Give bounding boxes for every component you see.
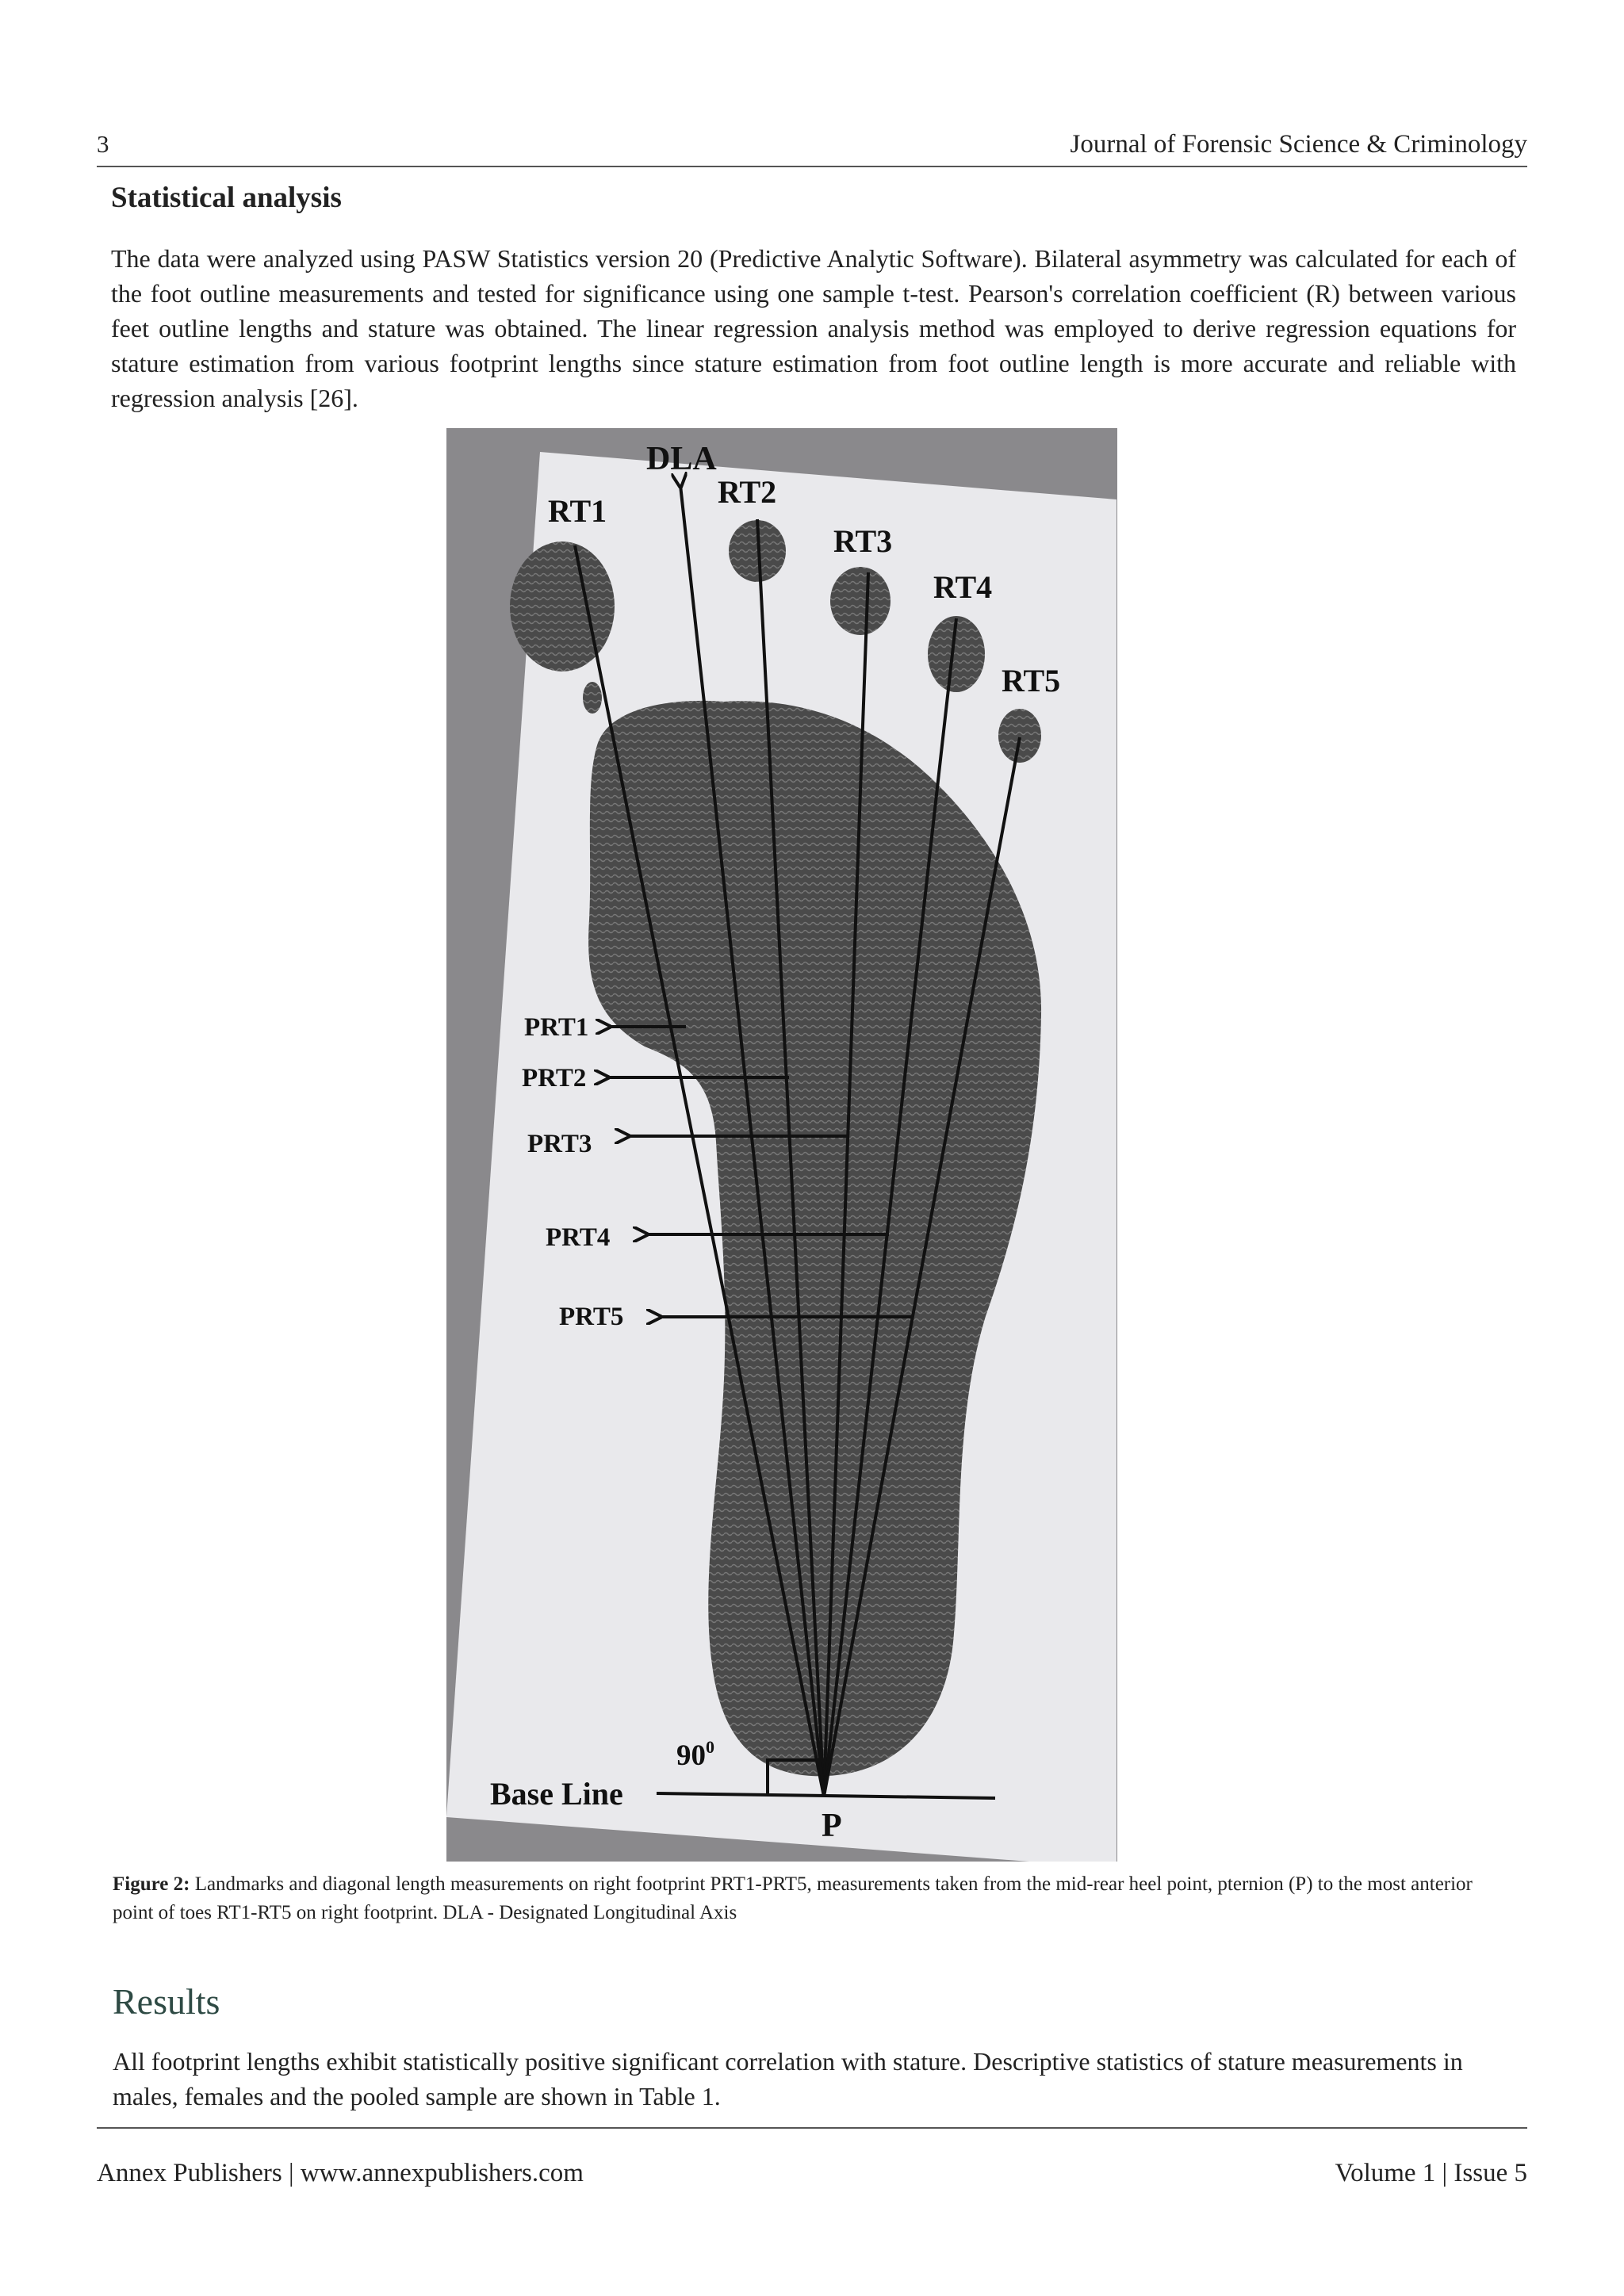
label-rt2: RT2 bbox=[718, 474, 777, 510]
label-angle: $90^0$ bbox=[676, 1737, 714, 1772]
label-prt4: PRT4 bbox=[546, 1223, 611, 1252]
footer-volume-issue: Volume 1 | Issue 5 bbox=[1335, 2159, 1527, 2187]
label-dla: DLA bbox=[646, 441, 717, 477]
label-pternion: P bbox=[822, 1808, 842, 1844]
label-rt1: RT1 bbox=[548, 493, 607, 529]
figure-footprint bbox=[446, 428, 1117, 1862]
figure-caption-text: Landmarks and diagonal length measurements on right footprint PRT1-PRT5, measurements taken from the mid-rear heel point, pternion (P) to the most anterior point of toes RT1-RT5 on right footprint. DLA - Designated Longitudinal Axis bbox=[113, 1873, 1473, 1923]
body-paragraph: The data were analyzed using PASW Statistics version 20 (Predictive Analytic Software). Bilateral asymmetry was calculated for each of the foot outline measurements and tested for significance using one sample t-test. Pearson's correlation coefficient (R) between various feet outline lengths and stature was obtained. The linear regression analysis method was employed to derive regression equations for stature estimation from various footprint lengths since stature estimation from foot outline length is more accurate and reliable with regression analysis [26]. bbox=[111, 244, 1516, 412]
journal-title: Journal of Forensic Science & Criminology bbox=[1070, 130, 1527, 159]
footer-rule bbox=[97, 2127, 1527, 2129]
label-prt2: PRT2 bbox=[522, 1064, 587, 1093]
footer-publisher: Annex Publishers | www.annexpublishers.com bbox=[97, 2159, 584, 2187]
figure-caption-label: Figure 2: bbox=[113, 1873, 190, 1895]
label-prt5: PRT5 bbox=[559, 1303, 624, 1331]
figure-caption bbox=[113, 1870, 1516, 1927]
label-prt1: PRT1 bbox=[524, 1013, 589, 1042]
page-number: 3 bbox=[97, 130, 109, 158]
label-prt3: PRT3 bbox=[527, 1130, 592, 1158]
results-paragraph: All footprint lengths exhibit statistically positive significant correlation with stature. Descriptive statistics of stature measurements in males, females and the pooled sample are shown in Table 1. bbox=[113, 2047, 1463, 2110]
label-baseline: Base Line bbox=[490, 1776, 623, 1812]
header-rule bbox=[97, 166, 1527, 167]
label-rt5: RT5 bbox=[1002, 663, 1061, 698]
label-rt4: RT4 bbox=[933, 569, 993, 605]
results-heading: Results bbox=[113, 1981, 220, 2022]
label-rt3: RT3 bbox=[833, 523, 893, 559]
section-heading: Statistical analysis bbox=[111, 182, 342, 214]
